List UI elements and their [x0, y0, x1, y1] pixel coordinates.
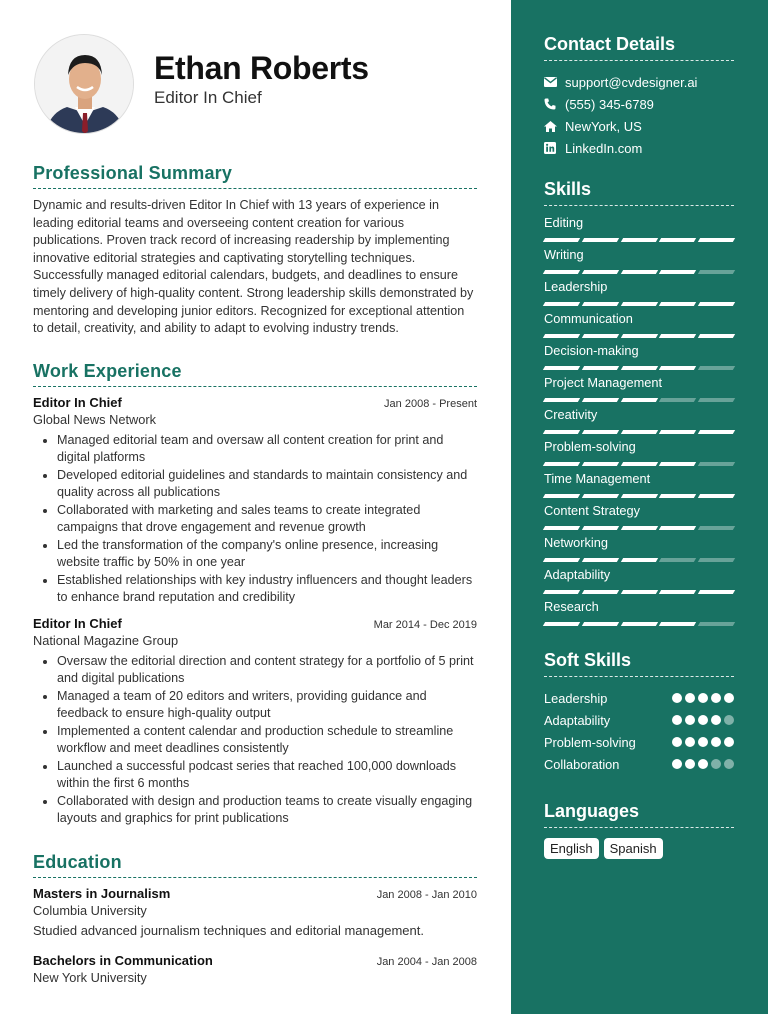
skill-item [544, 406, 734, 438]
skill-level-segment [620, 398, 657, 402]
skill-level-segment [659, 526, 696, 530]
skill-level-segment [582, 590, 619, 594]
soft-skill-rating [672, 693, 734, 703]
skill-level-segment [698, 238, 735, 242]
skill-level-segment [543, 558, 580, 562]
skill-level-segment [698, 494, 735, 498]
school: Columbia University [33, 902, 147, 918]
contact-location [544, 115, 734, 137]
skill-level-bar [544, 302, 734, 306]
skill-level-segment [582, 238, 619, 242]
contact-section [544, 34, 734, 159]
skill-level-segment [620, 622, 657, 626]
job-title: Editor In Chief [33, 615, 122, 631]
soft-skills-list [544, 687, 734, 775]
bullet-item: • Oversaw the editorial direction and content strategy for a portfolio of 5 print and digital publications [57, 653, 477, 688]
skill-level-segment [659, 398, 696, 402]
home-icon [544, 121, 565, 132]
summary-heading: Professional Summary [33, 163, 477, 189]
skills-list [544, 214, 734, 630]
skill-level-segment [543, 526, 580, 530]
soft-skill-rating [672, 759, 734, 769]
bullet-item: • Launched a successful podcast series that reached 100,000 downloads within the first 6 months [57, 758, 477, 793]
skill-level-segment [659, 622, 696, 626]
skill-level-segment [620, 430, 657, 434]
skill-level-bar [544, 590, 734, 594]
skill-level-segment [582, 526, 619, 530]
skill-name: Research [544, 599, 599, 614]
skill-level-segment [582, 398, 619, 402]
contact-email-text: support@cvdesigner.ai [565, 74, 698, 90]
skill-level-segment [582, 558, 619, 562]
bullet-item: • Established relationships with key industry influencers and thought leaders to enhance brand reputation and credibility [57, 572, 477, 607]
soft-skill-rating [672, 715, 734, 725]
skill-item [544, 438, 734, 470]
skill-level-segment [698, 430, 735, 434]
skill-item [544, 598, 734, 630]
skill-name: Adaptability [544, 567, 611, 582]
candidate-title: Editor In Chief [154, 88, 262, 107]
skill-item [544, 534, 734, 566]
skill-level-segment [698, 398, 735, 402]
skill-level-bar [544, 622, 734, 626]
soft-skill-name: Leadership [544, 690, 608, 706]
rating-dot [698, 737, 708, 747]
job-title: Editor In Chief [33, 394, 122, 410]
school: New York University [33, 969, 147, 985]
soft-skill-item [544, 731, 734, 753]
skill-level-segment [620, 270, 657, 274]
skill-level-bar [544, 558, 734, 562]
bullet-item: • Collaborated with marketing and sales teams to create integrated campaigns that drove engagement and revenue growth [57, 502, 477, 537]
skill-level-segment [543, 366, 580, 370]
profile-photo [35, 35, 134, 134]
resume-header [33, 0, 477, 150]
skill-item [544, 246, 734, 278]
skill-level-segment [543, 462, 580, 466]
skill-level-segment [698, 590, 735, 594]
skill-level-segment [698, 270, 735, 274]
skill-level-segment [543, 590, 580, 594]
skill-name: Communication [544, 311, 633, 326]
experience-section [33, 361, 477, 828]
job-entry [33, 395, 477, 607]
skill-item [544, 214, 734, 246]
rating-dot [724, 737, 734, 747]
education-entry [33, 953, 477, 985]
skill-level-segment [620, 494, 657, 498]
skill-level-segment [543, 270, 580, 274]
skill-level-segment [698, 462, 735, 466]
rating-dot [672, 759, 682, 769]
job-bullets [57, 432, 477, 607]
skill-item [544, 502, 734, 534]
rating-dot [711, 693, 721, 703]
job-dates: Mar 2014 - Dec 2019 [373, 618, 477, 631]
skills-section [544, 179, 734, 630]
skill-level-segment [659, 366, 696, 370]
skill-item [544, 342, 734, 374]
skill-level-segment [543, 334, 580, 338]
skills-heading: Skills [544, 179, 734, 206]
rating-dot [672, 715, 682, 725]
job-company: National Magazine Group [33, 632, 179, 648]
skill-level-segment [620, 238, 657, 242]
skill-item [544, 470, 734, 502]
contact-email[interactable] [544, 71, 734, 93]
skill-name: Creativity [544, 407, 598, 422]
skill-name: Leadership [544, 279, 608, 294]
education-dates: Jan 2004 - Jan 2008 [376, 955, 477, 968]
skill-level-bar [544, 526, 734, 530]
rating-dot [685, 759, 695, 769]
rating-dot [685, 693, 695, 703]
contact-linkedin[interactable] [544, 137, 734, 159]
skill-level-segment [582, 622, 619, 626]
rating-dot [711, 715, 721, 725]
job-entry [33, 616, 477, 828]
rating-dot [724, 715, 734, 725]
skill-level-segment [543, 238, 580, 242]
contact-phone[interactable] [544, 93, 734, 115]
rating-dot [698, 715, 708, 725]
skill-level-segment [698, 334, 735, 338]
languages-heading: Languages [544, 801, 734, 828]
skill-level-segment [698, 302, 735, 306]
job-bullets [57, 653, 477, 828]
education-section [33, 852, 477, 985]
skill-level-segment [620, 334, 657, 338]
languages-section [544, 801, 734, 859]
soft-skill-name: Adaptability [544, 712, 611, 728]
envelope-icon [544, 77, 565, 87]
skill-level-segment [698, 526, 735, 530]
education-dates: Jan 2008 - Jan 2010 [376, 888, 477, 901]
skill-level-segment [543, 494, 580, 498]
bullet-item: • Managed a team of 20 editors and writers, providing guidance and feedback to ensure high-quality output [57, 688, 477, 723]
summary-text: Dynamic and results-driven Editor In Chief with 13 years of experience in leading editorial teams and overseeing content creation for various publications. Proven track record of increasing readership by implementing innovative editorial strategies and captivating storytelling techniques. Successfully managed editorial calendars, budgets, and deadlines to ensure timely delivery of high-quality content. Strong leadership skills demonstrated by mentoring and developing junior editors. Recognized for exceptional attention to detail, creativity, and ability to adapt to evolving industry trends. [33, 198, 474, 336]
candidate-name: Ethan Roberts [154, 50, 369, 86]
skill-name: Editing [544, 215, 584, 230]
rating-dot [672, 693, 682, 703]
skill-level-bar [544, 494, 734, 498]
skill-level-segment [620, 558, 657, 562]
skill-level-segment [543, 398, 580, 402]
skill-level-bar [544, 430, 734, 434]
skill-name: Time Management [544, 471, 651, 486]
job-company: Global News Network [33, 411, 157, 427]
bullet-item: • Led the transformation of the company's online presence, increasing website traffic by 50% in one year [57, 537, 477, 572]
phone-icon [544, 98, 565, 110]
skill-level-segment [582, 302, 619, 306]
skill-level-segment [582, 430, 619, 434]
skill-item [544, 566, 734, 598]
skill-level-segment [620, 302, 657, 306]
skill-level-segment [698, 558, 735, 562]
skill-level-bar [544, 238, 734, 242]
sidebar [511, 0, 768, 1014]
skill-item [544, 310, 734, 342]
skill-level-segment [659, 494, 696, 498]
skill-level-segment [582, 366, 619, 370]
skill-level-segment [698, 366, 735, 370]
skill-level-segment [543, 302, 580, 306]
language-badge: Spanish [604, 838, 663, 859]
rating-dot [685, 737, 695, 747]
degree: Bachelors in Communication [33, 952, 213, 968]
skill-level-segment [543, 622, 580, 626]
skill-level-segment [543, 430, 580, 434]
skill-level-segment [582, 462, 619, 466]
rating-dot [724, 759, 734, 769]
soft-skills-heading: Soft Skills [544, 650, 734, 677]
language-badge: English [544, 838, 599, 859]
bullet-item: • Developed editorial guidelines and standards to maintain consistency and quality across all publications [57, 467, 477, 502]
skill-name: Project Management [544, 375, 663, 390]
skill-level-bar [544, 270, 734, 274]
bullet-item: • Collaborated with design and production teams to create visually engaging layouts and graphics for print publications [57, 793, 477, 828]
skill-level-segment [659, 302, 696, 306]
soft-skill-rating [672, 737, 734, 747]
skill-level-segment [698, 622, 735, 626]
job-dates: Jan 2008 - Present [384, 397, 477, 410]
linkedin-icon [544, 142, 565, 154]
skill-level-segment [659, 270, 696, 274]
skill-level-segment [620, 526, 657, 530]
education-description: Studied advanced journalism techniques and editorial management. [33, 922, 424, 938]
skill-name: Networking [544, 535, 609, 550]
experience-heading: Work Experience [33, 361, 477, 387]
bullet-item: • Implemented a content calendar and production schedule to streamline workflow and meet deadlines consistently [57, 723, 477, 758]
skill-name: Decision-making [544, 343, 639, 358]
skill-level-segment [659, 462, 696, 466]
rating-dot [724, 693, 734, 703]
degree: Masters in Journalism [33, 885, 171, 901]
avatar [34, 34, 134, 134]
rating-dot [672, 737, 682, 747]
contact-heading: Contact Details [544, 34, 734, 61]
contact-location-text: NewYork, US [565, 118, 642, 134]
skill-level-segment [659, 430, 696, 434]
skill-level-segment [582, 270, 619, 274]
skill-name: Content Strategy [544, 503, 641, 518]
rating-dot [711, 737, 721, 747]
education-heading: Education [33, 852, 477, 878]
soft-skill-name: Problem-solving [544, 734, 636, 750]
rating-dot [698, 693, 708, 703]
contact-phone-text: (555) 345-6789 [565, 96, 654, 112]
languages-list [544, 838, 734, 859]
skill-name: Writing [544, 247, 584, 262]
skill-item [544, 278, 734, 310]
bullet-item: • Managed editorial team and oversaw all content creation for print and digital platforms [57, 432, 477, 467]
soft-skill-item [544, 753, 734, 775]
skill-item [544, 374, 734, 406]
education-entry [33, 886, 477, 938]
contact-linkedin-text: LinkedIn.com [565, 140, 643, 156]
skill-level-segment [659, 238, 696, 242]
skill-name: Problem-solving [544, 439, 636, 454]
skill-level-segment [659, 590, 696, 594]
skill-level-segment [659, 334, 696, 338]
soft-skills-section [544, 650, 734, 775]
rating-dot [711, 759, 721, 769]
rating-dot [698, 759, 708, 769]
skill-level-segment [620, 462, 657, 466]
rating-dot [685, 715, 695, 725]
skill-level-segment [659, 558, 696, 562]
skill-level-bar [544, 398, 734, 402]
skill-level-bar [544, 334, 734, 338]
skill-level-bar [544, 462, 734, 466]
soft-skill-name: Collaboration [544, 756, 620, 772]
summary-section [33, 163, 477, 338]
skill-level-segment [582, 334, 619, 338]
skill-level-segment [582, 494, 619, 498]
skill-level-segment [620, 366, 657, 370]
soft-skill-item [544, 687, 734, 709]
soft-skill-item [544, 709, 734, 731]
skill-level-bar [544, 366, 734, 370]
skill-level-segment [620, 590, 657, 594]
